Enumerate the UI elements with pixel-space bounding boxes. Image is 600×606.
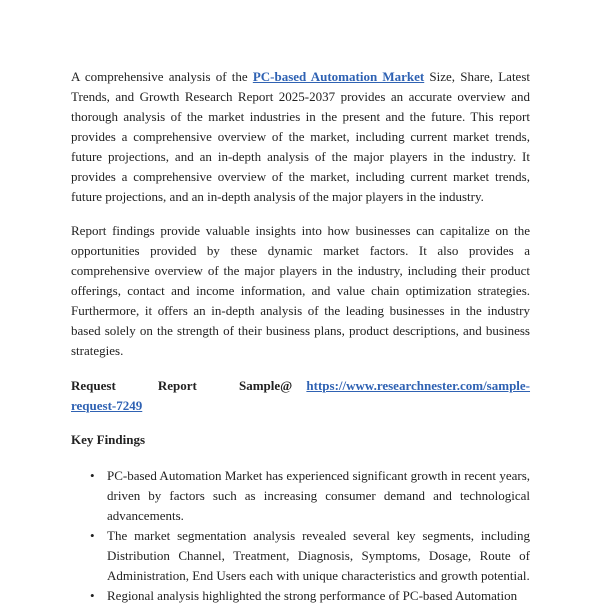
document-page bbox=[71, 67, 530, 606]
list-item: • The market segmentation analysis revealed several key segments, including Distribution Channel, Treatment, Diagnosis, Symptoms, Dosage, Route of Administration, End Users each with unique characteristics and growth potential. bbox=[107, 526, 530, 586]
list-item: • PC-based Automation Market has experienced significant growth in recent years, driven by factors such as increasing consumer demand and technological advancements. bbox=[107, 466, 530, 526]
request-sample-label: Request Report Sample@ bbox=[71, 378, 293, 393]
list-item: • Regional analysis highlighted the strong performance of PC-based Automation bbox=[107, 586, 530, 606]
request-sample-line bbox=[71, 376, 530, 416]
market-link[interactable]: PC-based Automation Market bbox=[252, 69, 425, 84]
key-findings-heading: Key Findings bbox=[71, 432, 146, 447]
findings-paragraph: Report findings provide valuable insights into how businesses can capitalize on the opportunities provided by these dynamic market factors. It also provides a comprehensive overview of the major players in the industry, including their product offerings, contact and income information, and value chain optimization strategies. Furthermore, it offers an in-depth analysis of the leading businesses in the industry based solely on the strength of their business plans, product descriptions, and business strategies. bbox=[71, 223, 530, 358]
intro-paragraph: A comprehensive analysis of the PC-based Automation Market Size, Share, Latest Trends, and Growth Research Report 2025-2037 provides an accurate overview and thorough analysis of the market industries in the present and the future. This report provides a comprehensive overview of the market, including current market trends, future projections, and an in-depth analysis of the major players in the industry. It provides a comprehensive overview of the market, including current market trends, future projections, and an in-depth analysis of the major players in the industry. bbox=[71, 69, 530, 204]
sample-request-link[interactable]: https://www.researchnester.com/sample-request-7249 bbox=[71, 378, 531, 413]
key-findings-list bbox=[71, 466, 530, 606]
